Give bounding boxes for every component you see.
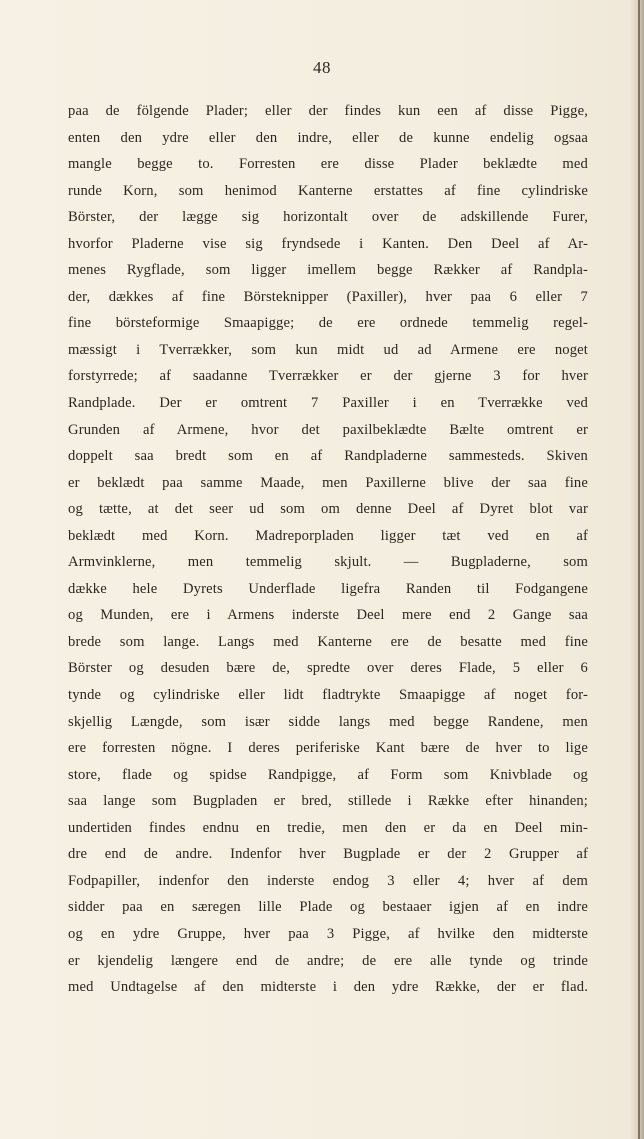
text-line: beklædt med Korn. Madreporpladen ligger tæt ved en af (68, 527, 588, 544)
text-line: fine börsteformige Smaapigge; de ere ordnede temmelig regel- (68, 315, 588, 332)
text-line: skjellig Længde, som især sidde langs med begge Randene, men (68, 713, 588, 730)
text-line: menes Rygflade, som ligger imellem begge Rækker af Randpla- (68, 262, 588, 279)
text-line: og tætte, at det seer ud som om denne Deel af Dyret blot var (68, 501, 588, 518)
text-line: hvorfor Pladerne vise sig fryndsede i Kanten. Den Deel af Ar- (68, 235, 588, 252)
text-line: med Undtagelse af den midterste i den ydre Række, der er flad. (68, 979, 588, 996)
text-line: ere forresten nögne. I deres periferiske Kant bære de hver to lige (68, 740, 588, 757)
text-line: Börster, der lægge sig horizontalt over de adskillende Furer, (68, 209, 588, 226)
text-line: er kjendelig længere end de andre; de ere alle tynde og trinde (68, 952, 588, 969)
text-line: saa lange som Bugpladen er bred, stillede i Række efter hinanden; (68, 793, 588, 810)
text-line: doppelt saa bredt som en af Randpladerne sammesteds. Skiven (68, 448, 588, 465)
text-line: Börster og desuden bære de, spredte over deres Flade, 5 eller 6 (68, 660, 588, 677)
page-edge-line (638, 0, 640, 1139)
text-line: Armvinklerne, men temmelig skjult. — Bugpladerne, som (68, 554, 588, 571)
text-line: sidder paa en særegen lille Plade og bestaaer igjen af en indre (68, 899, 588, 916)
body-text (68, 98, 588, 1001)
text-line: mæssigt i Tverrækker, som kun midt ud ad Armene ere noget (68, 341, 588, 358)
text-line: undertiden findes endnu en tredie, men den er da en Deel min- (68, 819, 588, 836)
text-line: og en ydre Gruppe, hver paa 3 Pigge, af hvilke den midterste (68, 925, 588, 942)
page-number: 48 (313, 58, 331, 77)
text-line: forstyrrede; af saadanne Tverrækker er der gjerne 3 for hver (68, 368, 588, 385)
text-line: enten den ydre eller den indre, eller de kunne endelig ogsaa (68, 129, 588, 146)
text-line: mangle begge to. Forresten ere disse Plader beklædte med (68, 156, 588, 173)
text-line: brede som lange. Langs med Kanterne ere de besatte med fine (68, 633, 588, 650)
page-edge-shadow (630, 0, 644, 1139)
text-line: Grunden af Armene, hvor det paxilbeklædte Bælte omtrent er (68, 421, 588, 438)
text-line: Fodpapiller, indenfor den inderste endog 3 eller 4; hver af dem (68, 872, 588, 889)
text-line: dække hele Dyrets Underflade ligefra Randen til Fodgangene (68, 580, 588, 597)
text-line: og Munden, ere i Armens inderste Deel mere end 2 Gange saa (68, 607, 588, 624)
text-line: tynde og cylindriske eller lidt fladtrykte Smaapigge af noget for- (68, 687, 588, 704)
text-line: dre end de andre. Indenfor hver Bugplade er der 2 Grupper af (68, 846, 588, 863)
text-line: er beklædt paa samme Maade, men Paxillerne blive der saa fine (68, 474, 588, 491)
text-line: der, dækkes af fine Börsteknipper (Paxiller), hver paa 6 eller 7 (68, 288, 588, 305)
text-line: store, flade og spidse Randpigge, af Form som Knivblade og (68, 766, 588, 783)
text-line: runde Korn, som henimod Kanterne erstattes af fine cylindriske (68, 182, 588, 199)
text-line: Randplade. Der er omtrent 7 Paxiller i en Tverrække ved (68, 395, 588, 412)
text-line: paa de fölgende Plader; eller der findes kun een af disse Pigge, (68, 103, 588, 119)
